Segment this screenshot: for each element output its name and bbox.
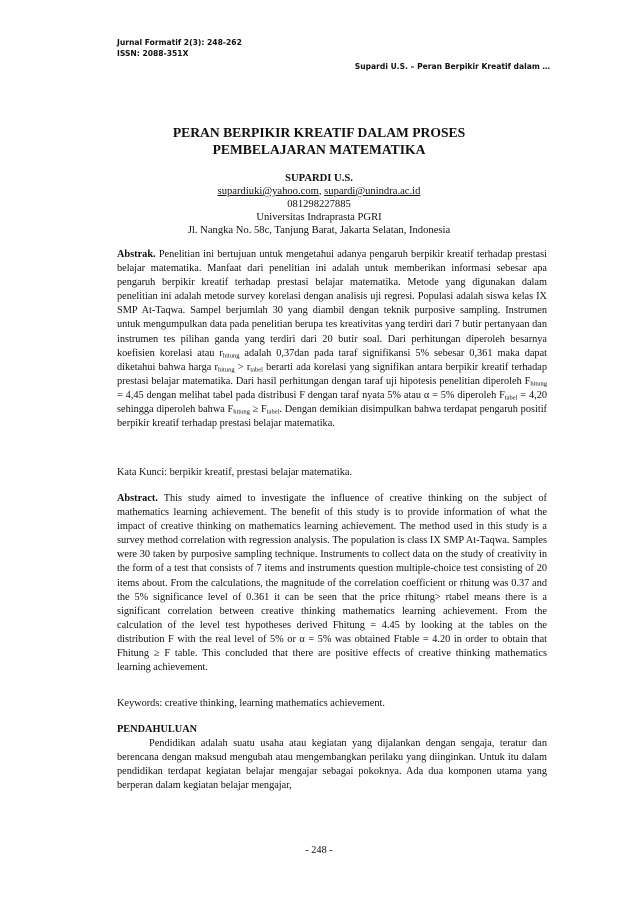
paper-title-line-2: PEMBELAJARAN MATEMATIKA	[212, 142, 426, 157]
subscript-hitung: hitung	[222, 352, 240, 360]
abstrak-text-5: = 4,45 dengan melihat tabel pada distribusi F dengan taraf nyata 5% atau α = 5% diperoleh F	[117, 389, 505, 401]
abstrak-label: Abstrak.	[117, 249, 156, 260]
subscript-tabel: tabel	[504, 394, 518, 402]
abstract-label: Abstract.	[117, 493, 158, 504]
abstrak-text-4: berarti ada korelasi yang signifikan antara berpikir kreatif terhadap prestasi belajar matematika. Dari hasil perhitungan dengan taraf uji hipotesis penelitian diperoleh F	[117, 361, 547, 387]
abstract-english	[117, 492, 547, 675]
abstrak-text-1: Penelitian ini bertujuan untuk mengetahui adanya pengaruh berpikir kreatif terhadap prestasi belajar matematika. Manfaat dari penelitian ini adalah untuk memberikan informasi sebesar apa pengaruh berpikir kreatif terhadap prestasi belajar matematika. Metode yang digunakan dalam penelitian ini adalah metode survey korelasi dengan analisis uji regresi. Populasi adalah siswa kelas IX SMP At-Taqwa. Sampel berjumlah 30 yang diambil dengan teknik purposive sampling. Instrumen untuk mengumpulkan data pada penelitian berupa tes kreativitas yang terdiri dari 7 butir pertanyaan dan instrumen tes pilihan ganda yang terdiri dari 20 butir soal. Dari perhitungan diperoleh besarnya koefisien korelasi atau r	[117, 249, 547, 359]
abstrak-indonesian	[117, 248, 547, 431]
section-heading: PENDAHULUAN	[117, 724, 198, 735]
abstrak-text-7: ≥ F	[249, 404, 267, 416]
abstrak-text-3: > r	[234, 361, 251, 373]
abstrak-text-8: . Dengan demikian disimpulkan bahwa terdapat pengaruh positif berpikir kreatif terhadap prestasi belajar matematika.	[117, 404, 547, 430]
subscript-tabel: tabel	[266, 408, 280, 416]
abstract-text: This study aimed to investigate the influence of creative thinking on the subject of mathematics learning achievement. The benefit of this study is to provide information of what the impact of creative thinking on mathematics learning achievement. The method used in this study is a survey method correlation with regression analysis. The population is class IX SMP At-Taqwa. Samples were 30 taken by purposive sampling technique. Instruments to collect data on the study of creativity in the form of a test that consists of 7 items and instruments question multiple-choice test consisting of 20 items about. From the calculations, the magnitude of the correlation coefficient or rhitung was 0.37 and the 5% significance level of 0.361 it can be seen that the price rhitung> rtabel means there is a significant correlation between creative thinking mathematics learning achievement. From the calculation of the level test hypotheses derived Fhitung = 4.45 by looking at the tables on the distribution F with the real level of 5% or α = 5% was obtained Ftable = 4.20 in order to obtain that Fhitung ≥ F table. This concluded that there are positive effects of creative thinking mathematics learning achievement.	[117, 493, 547, 674]
keywords: Keywords: creative thinking, learning mathematics achievement.	[117, 698, 385, 709]
author-emails	[100, 185, 538, 199]
subscript-tabel: tabel	[250, 366, 263, 374]
page-number: - 248 -	[305, 845, 333, 856]
email-link-yahoo[interactable]: supardiuki@yahoo.com	[217, 186, 319, 197]
paper-title	[100, 124, 538, 158]
kata-kunci: Kata Kunci: berpikir kreatif, prestasi belajar matematika.	[117, 467, 353, 478]
author-name: SUPARDI U.S.	[285, 173, 353, 184]
paper-title-line-1: PERAN BERPIKIR KREATIF DALAM PROSES	[172, 125, 466, 140]
subscript-hitung: hitung	[217, 366, 235, 374]
introduction-text: Pendidikan adalah suatu usaha atau kegiatan yang dijalankan dengan sengaja, teratur dan berencana dengan maksud mengubah atau mengembangkan perilaku yang diinginkan. Untuk itu dalam pendidikan terdapat kegiatan belajar mengajar sebagai pokoknya. Ada dua komponen utama yang berperan dalam kegiatan belajar mengajar,	[117, 738, 547, 792]
email-separator: ,	[318, 186, 325, 197]
author-phone: 081298227885	[287, 199, 351, 210]
subscript-hitung: hitung	[530, 380, 547, 388]
running-title: Supardi U.S. – Peran Berpikir Kreatif dalam …	[354, 62, 550, 71]
journal-name: Jurnal Formatif 2(3): 248-262	[117, 38, 242, 47]
author-affiliation: Universitas Indraprasta PGRI	[256, 212, 382, 223]
introduction-paragraph	[117, 737, 547, 793]
journal-issn: ISSN: 2088-351X	[117, 49, 189, 58]
subscript-hitung: hitung	[233, 408, 250, 416]
email-link-unindra[interactable]: supardi@unindra.ac.id	[324, 186, 421, 197]
abstrak-text-2: adalah 0,37dan pada taraf signifikansi 5% sebesar 0,361 maka dapat diketahui bahwa harga r	[117, 347, 548, 373]
author-address: Jl. Nangka No. 58c, Tanjung Barat, Jakarta Selatan, Indonesia	[187, 225, 451, 236]
abstrak-text-6: = 4,20 sehingga diperoleh bahwa F	[117, 389, 547, 416]
